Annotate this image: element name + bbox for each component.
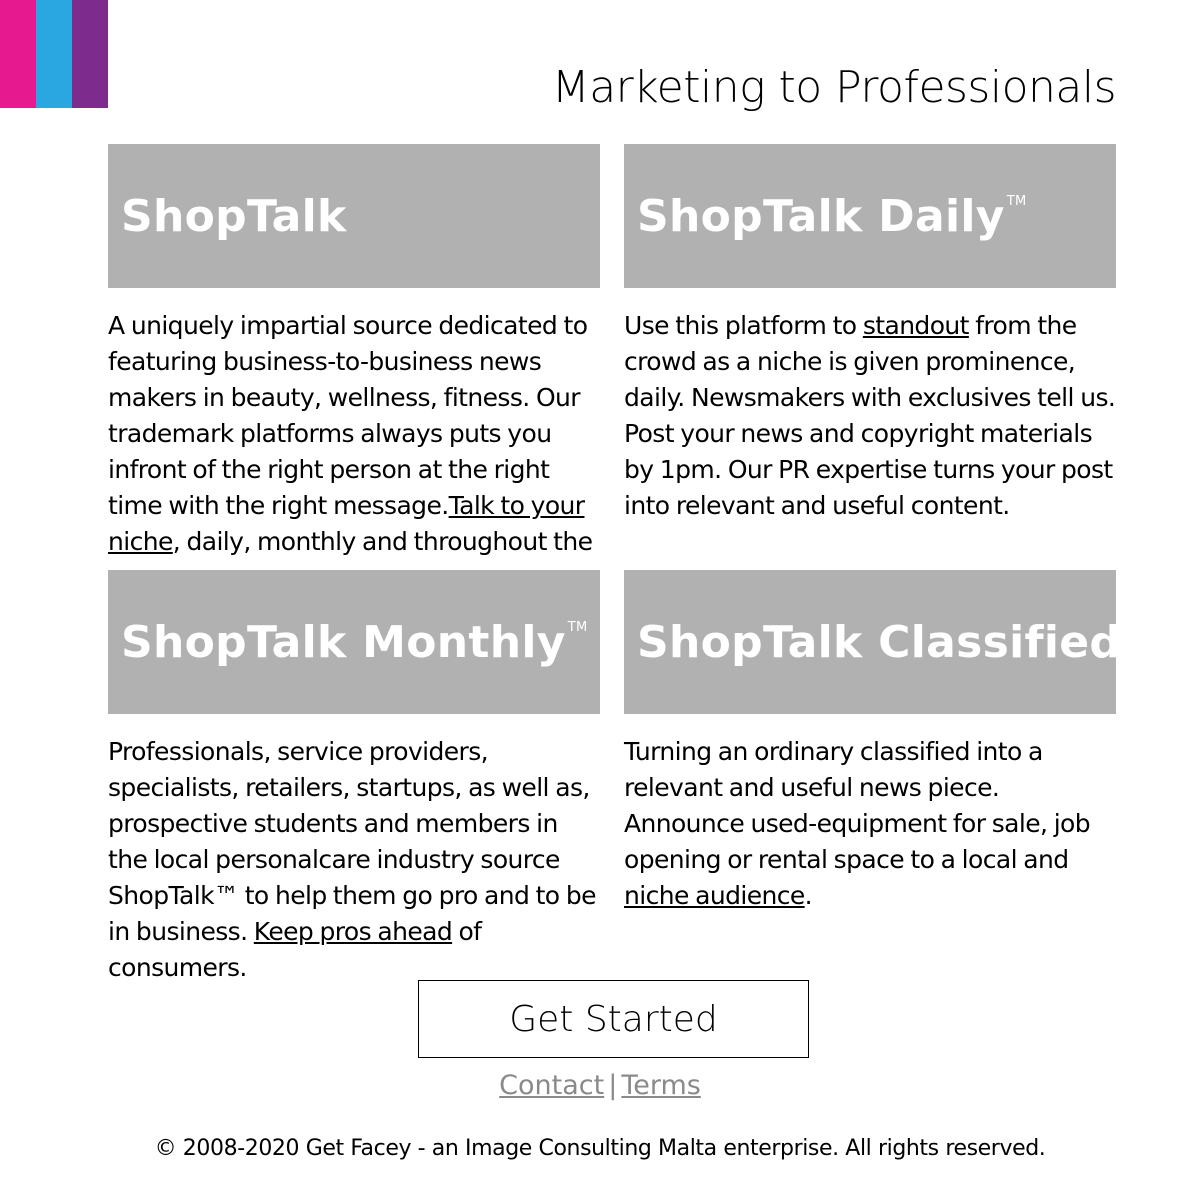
card-title [637,191,1026,242]
terms-link[interactable]: Terms [621,1070,701,1101]
card-shoptalk [108,144,600,596]
page-title: Marketing to Professionals [551,62,1116,113]
logo-stripe-pink [0,0,36,108]
footer-separator: | [608,1070,618,1101]
card-text: , daily, monthly and throughout the [172,527,593,556]
card-title-text: ShopTalk Classified [637,616,1122,668]
card-shoptalk-classified [624,570,1143,914]
card-text: Use this platform to [624,311,863,340]
card-shoptalk-monthly [108,570,600,986]
talk-to-your-niche-link[interactable]: Talk to your niche [108,491,585,556]
card-title [121,191,349,242]
card-title [121,617,587,668]
card-text: A uniquely impartial source dedicated to featuring business-to-business news makers in beauty, wellness, fitness. Our trademark platforms always puts you infront of the right person at the right time with the right message. [108,311,588,520]
card-title-text: ShopTalk Monthly [121,616,566,668]
card-description [624,308,1116,524]
niche-audience-link[interactable]: niche audience [624,881,805,910]
copyright-notice: © 2008-2020 Get Facey - an Image Consulting Malta enterprise. All rights reserved. [154,1136,1046,1161]
card-shoptalk-daily [624,144,1116,524]
card-text: Turning an ordinary classified into a relevant and useful news piece. Announce used-equipment for sale, job opening or rental space to a local and [624,737,1091,874]
card-description [624,734,1116,914]
card-title [637,617,1143,668]
card-header [108,144,600,288]
trademark-mark: TM [567,619,588,635]
card-header [624,144,1116,288]
card-text: of consumers. [108,917,482,982]
footer-links [0,1070,1200,1101]
card-title-text: ShopTalk Daily [637,190,1005,242]
get-started-button[interactable]: Get Started [418,980,809,1058]
logo-stripe-purple [72,0,108,108]
card-description [108,734,600,986]
card-text: from the crowd as a niche is given prominence, daily. Newsmakers with exclusives tell us. Post your news and copyright materials by 1pm. Our PR expertise turns your post into relevant and useful content. [624,311,1116,520]
card-description [108,308,600,596]
card-header [108,570,600,714]
logo-stripe-blue [36,0,72,108]
card-text: . [804,881,812,910]
card-title-text: ShopTalk [121,190,347,242]
contact-link[interactable]: Contact [499,1070,605,1101]
standout-link[interactable]: standout [862,311,969,340]
card-header [624,570,1143,714]
card-text: Professionals, service providers, specialists, retailers, startups, as well as, prospective students and members in the local personalcare industry source ShopTalk™ to help them go pro and to be in business. [108,737,596,946]
trademark-mark: TM [1123,619,1143,635]
trademark-mark: TM [1006,193,1027,209]
keep-pros-ahead-link[interactable]: Keep pros ahead [253,917,453,946]
